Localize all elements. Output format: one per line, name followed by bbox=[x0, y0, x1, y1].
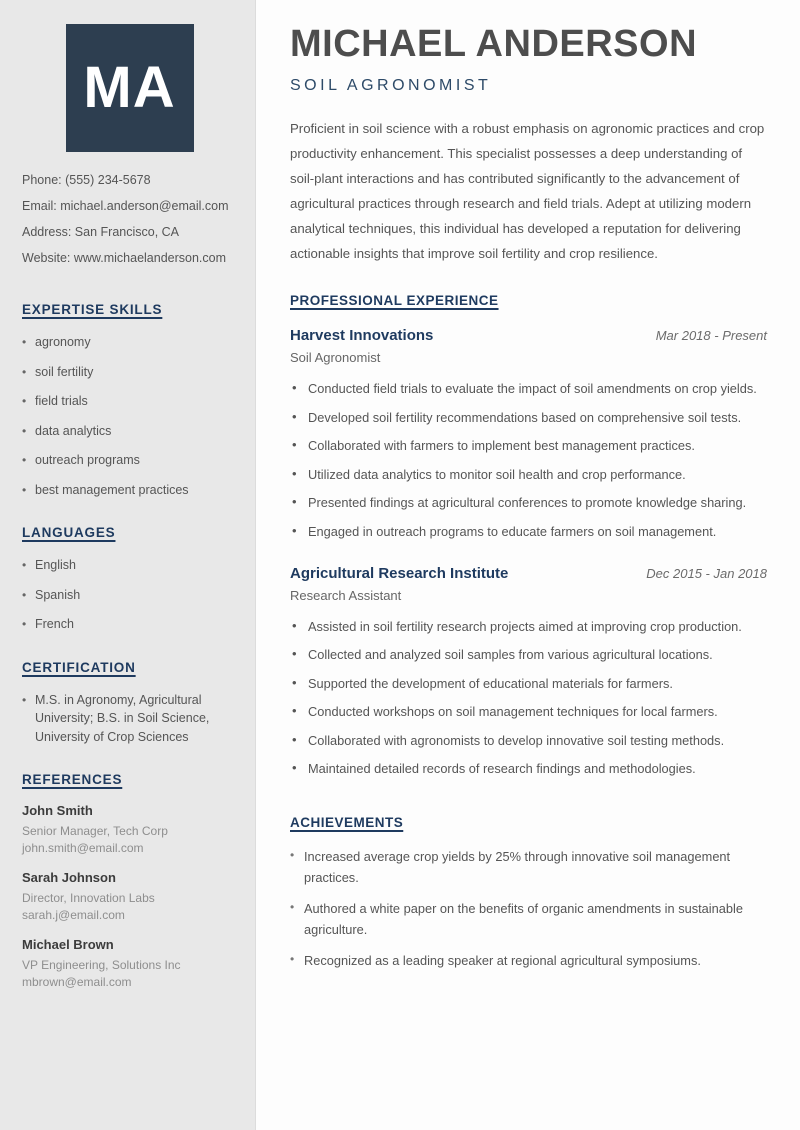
job-role: Research Assistant bbox=[290, 587, 402, 603]
certification-section bbox=[22, 659, 237, 747]
contact-line: Phone: (555) 234-5678 bbox=[22, 173, 151, 187]
resume-job-title: SOIL AGRONOMIST bbox=[290, 77, 492, 94]
skill-item: • best management practices bbox=[22, 481, 237, 500]
job-role: Soil Agronomist bbox=[290, 350, 381, 365]
reference-entry bbox=[22, 870, 237, 924]
skill-item: • agronomy bbox=[22, 333, 237, 352]
achievement-item: • Increased average crop yields by 25% through innovative soil management practices. bbox=[290, 846, 767, 888]
job-bullet-list bbox=[290, 380, 767, 540]
job-bullet: • Collaborated with agronomists to develop innovative soil testing methods. bbox=[290, 732, 767, 749]
skill-item: • soil fertility bbox=[22, 363, 237, 382]
job-bullet: • Engaged in outreach programs to educate farmers on soil management. bbox=[290, 523, 767, 540]
job-header bbox=[290, 327, 767, 344]
achievement-item: • Authored a white paper on the benefits of organic amendments in sustainable agriculture. bbox=[290, 898, 767, 940]
language-item: • English bbox=[22, 556, 237, 575]
job-entry bbox=[290, 565, 767, 778]
reference-name: Sarah Johnson bbox=[22, 870, 116, 885]
job-bullet: • Assisted in soil fertility research projects aimed at improving crop production. bbox=[290, 618, 767, 635]
avatar bbox=[66, 24, 194, 152]
company-name: Agricultural Research Institute bbox=[290, 564, 509, 582]
reference-entry bbox=[22, 803, 237, 857]
expertise-list bbox=[22, 333, 237, 499]
contact-line: Address: San Francisco, CA bbox=[22, 225, 180, 239]
experience-section bbox=[290, 266, 767, 777]
avatar-initials: MA bbox=[83, 55, 176, 120]
languages-section bbox=[22, 524, 237, 634]
job-bullet: • Developed soil fertility recommendations based on comprehensive soil tests. bbox=[290, 409, 767, 426]
job-bullet: • Maintained detailed records of research findings and methodologies. bbox=[290, 760, 767, 777]
job-header bbox=[290, 565, 767, 582]
resume-main bbox=[256, 0, 800, 1130]
achievement-item: • Recognized as a leading speaker at regional agricultural symposiums. bbox=[290, 950, 767, 971]
job-dates: Mar 2018 - Present bbox=[655, 328, 767, 343]
contact-line: Website: www.michaelanderson.com bbox=[22, 251, 227, 265]
sidebar bbox=[0, 0, 256, 1130]
reference-title: Senior Manager, Tech Corp bbox=[22, 824, 168, 838]
job-bullet-list bbox=[290, 618, 767, 778]
skill-item: • data analytics bbox=[22, 422, 237, 441]
job-bullet: • Conducted field trials to evaluate the impact of soil amendments on crop yields. bbox=[290, 380, 767, 397]
contact-info bbox=[22, 173, 237, 265]
languages-section-title: LANGUAGES bbox=[22, 525, 116, 540]
experience-section-title: PROFESSIONAL EXPERIENCE bbox=[290, 293, 499, 308]
certification-list bbox=[22, 691, 237, 747]
reference-title: VP Engineering, Solutions Inc bbox=[22, 958, 181, 972]
job-bullet: • Collected and analyzed soil samples from various agricultural locations. bbox=[290, 646, 767, 663]
reference-email: sarah.j@email.com bbox=[22, 908, 125, 922]
achievements-section-title: ACHIEVEMENTS bbox=[290, 814, 404, 830]
reference-name: John Smith bbox=[22, 803, 93, 818]
contact-line: Email: michael.anderson@email.com bbox=[22, 199, 229, 213]
reference-email: john.smith@email.com bbox=[22, 841, 144, 855]
company-name: Harvest Innovations bbox=[290, 327, 434, 344]
reference-entry bbox=[22, 937, 237, 991]
achievements-section bbox=[290, 789, 767, 971]
languages-list bbox=[22, 556, 237, 634]
skill-item: • field trials bbox=[22, 392, 237, 411]
reference-email: mbrown@email.com bbox=[22, 975, 132, 989]
job-bullet: • Collaborated with farmers to implement best management practices. bbox=[290, 437, 767, 454]
summary-text: Proficient in soil science with a robust emphasis on agronomic practices and crop productivity enhancement. This specialist possesses a deep understanding of soil-plant interactions and has contributed significantly to the advancement of agricultural practices through research and field trials. Adept at utilizing modern analytical techniques, this individual has developed a reputation for delivering actionable insights that improve soil fertility and crop resilience. bbox=[290, 121, 765, 261]
language-item: • Spanish bbox=[22, 586, 237, 605]
job-entry bbox=[290, 327, 767, 540]
expertise-section-title: EXPERTISE SKILLS bbox=[22, 302, 163, 317]
reference-name: Michael Brown bbox=[22, 937, 114, 952]
achievements-list bbox=[290, 846, 767, 971]
references-section-title: REFERENCES bbox=[22, 772, 123, 787]
certification-section-title: CERTIFICATION bbox=[22, 659, 136, 675]
language-item: • French bbox=[22, 615, 237, 634]
references-list bbox=[22, 803, 237, 991]
job-bullet: • Utilized data analytics to monitor soil health and crop performance. bbox=[290, 466, 767, 483]
skill-item: • outreach programs bbox=[22, 451, 237, 470]
expertise-section bbox=[22, 301, 237, 499]
reference-title: Director, Innovation Labs bbox=[22, 891, 155, 905]
job-dates: Dec 2015 - Jan 2018 bbox=[646, 565, 767, 581]
certification-item: • M.S. in Agronomy, Agricultural University; B.S. in Soil Science, University of Crop Sciences bbox=[22, 691, 237, 747]
job-bullet: • Supported the development of educational materials for farmers. bbox=[290, 675, 767, 692]
job-bullet: • Presented findings at agricultural conferences to promote knowledge sharing. bbox=[290, 494, 767, 511]
resume-name: MICHAEL ANDERSON bbox=[290, 23, 698, 65]
job-bullet: • Conducted workshops on soil management techniques for local farmers. bbox=[290, 703, 767, 720]
references-section bbox=[22, 771, 237, 991]
